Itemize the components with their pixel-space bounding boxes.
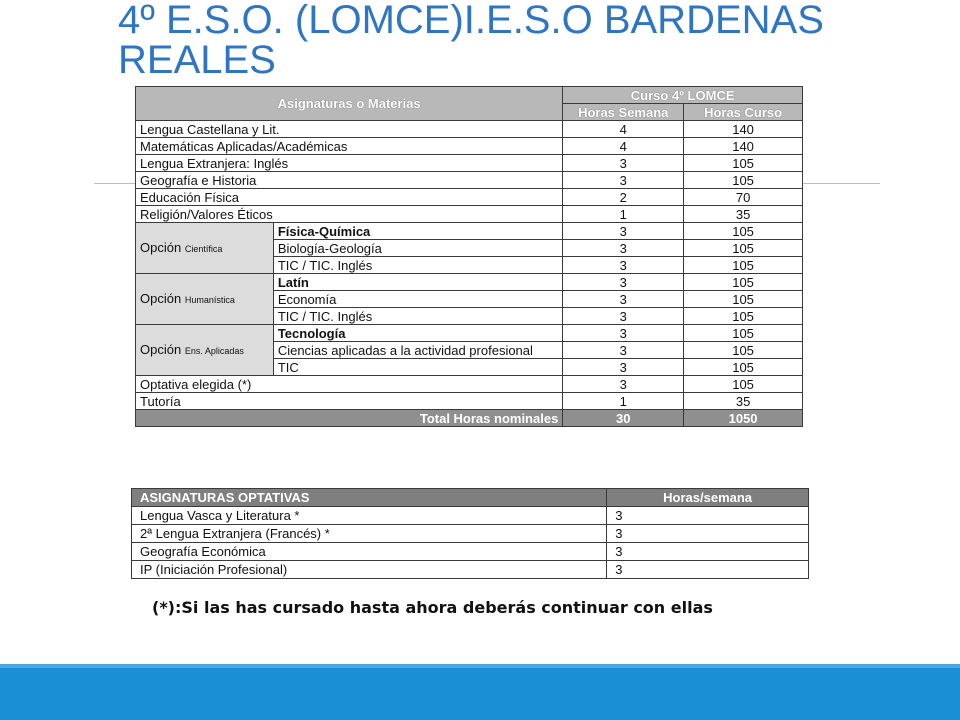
- total-hours-week: 30: [563, 410, 684, 427]
- option-label: Opción: [140, 341, 182, 357]
- subject-name: Tecnología: [273, 325, 563, 342]
- option-sublabel: Científica: [184, 243, 223, 254]
- option-label: Opción: [140, 290, 182, 306]
- optional-subjects-table: [131, 488, 809, 579]
- hours-course: 35: [684, 206, 803, 223]
- total-row: [136, 410, 803, 427]
- subject-name: Matemáticas Aplicadas/Académicas: [136, 138, 563, 155]
- hours-course: 70: [684, 189, 803, 206]
- subject-name: TIC: [273, 359, 563, 376]
- hours-week: 3: [563, 172, 684, 189]
- hours-week: 3: [563, 325, 684, 342]
- table-row: [136, 325, 803, 342]
- hours-course: 105: [684, 155, 803, 172]
- hours-course: 105: [684, 223, 803, 240]
- hours-week: 3: [563, 155, 684, 172]
- hours-week: 2: [563, 189, 684, 206]
- header-course: Curso 4º LOMCE: [563, 87, 803, 104]
- subject-name: Tutoría: [136, 393, 563, 410]
- table-row: [132, 561, 809, 579]
- subject-name: Biología-Geología: [273, 240, 563, 257]
- table-row: [136, 155, 803, 172]
- table-row: [136, 376, 803, 393]
- subjects-table: [135, 86, 803, 427]
- table-row: [136, 172, 803, 189]
- hours-course: 105: [684, 359, 803, 376]
- header-hours-week: Horas Semana: [563, 104, 684, 121]
- total-label: Total Horas nominales: [136, 410, 563, 427]
- hours-week: 3: [563, 291, 684, 308]
- hours-course: 140: [684, 121, 803, 138]
- subject-name: Economía: [273, 291, 563, 308]
- hours-week: 4: [563, 121, 684, 138]
- hours-course: 105: [684, 257, 803, 274]
- optional-hours: 3: [607, 507, 809, 525]
- hours-course: 140: [684, 138, 803, 155]
- subject-name: TIC / TIC. Inglés: [273, 257, 563, 274]
- subject-name: Lengua Castellana y Lit.: [136, 121, 563, 138]
- hours-week: 3: [563, 257, 684, 274]
- hours-course: 105: [684, 274, 803, 291]
- total-hours-course: 1050: [684, 410, 803, 427]
- table-row: [136, 138, 803, 155]
- hours-course: 105: [684, 342, 803, 359]
- header-hours-per-week: Horas/semana: [607, 489, 809, 507]
- option-humanistica-label: [136, 274, 274, 325]
- subject-name: Religión/Valores Éticos: [136, 206, 563, 223]
- hours-week: 3: [563, 223, 684, 240]
- option-aplicadas-label: [136, 325, 274, 376]
- table-row: [136, 206, 803, 223]
- hours-week: 4: [563, 138, 684, 155]
- hours-course: 105: [684, 308, 803, 325]
- optional-hours: 3: [607, 525, 809, 543]
- optional-subject-name: Lengua Vasca y Literatura *: [132, 507, 607, 525]
- table-header-row: [136, 87, 803, 104]
- option-label: Opción: [140, 239, 182, 255]
- subject-name: TIC / TIC. Inglés: [273, 308, 563, 325]
- optional-subject-name: IP (Iniciación Profesional): [132, 561, 607, 579]
- table-row: [132, 507, 809, 525]
- hours-course: 105: [684, 172, 803, 189]
- hours-week: 1: [563, 393, 684, 410]
- option-cientifica-label: [136, 223, 274, 274]
- subject-name: Lengua Extranjera: Inglés: [136, 155, 563, 172]
- table-header-row: [132, 489, 809, 507]
- table-row: [136, 189, 803, 206]
- hours-week: 3: [563, 308, 684, 325]
- hours-week: 3: [563, 359, 684, 376]
- optional-subject-name: Geografía Económica: [132, 543, 607, 561]
- subject-name: Educación Física: [136, 189, 563, 206]
- footer-bar: [0, 664, 960, 720]
- table-row: [136, 393, 803, 410]
- table-row: [136, 274, 803, 291]
- header-subjects: Asignaturas o Materias: [136, 87, 563, 121]
- table-row: [136, 223, 803, 240]
- footer-accent-strip: [0, 664, 960, 668]
- hours-course: 105: [684, 376, 803, 393]
- hours-week: 1: [563, 206, 684, 223]
- subject-name: Física-Química: [273, 223, 563, 240]
- hours-course: 105: [684, 291, 803, 308]
- slide-title: 4º E.S.O. (LOMCE)I.E.S.O BARDENAS REALES: [118, 0, 824, 82]
- subject-name: Latín: [273, 274, 563, 291]
- hours-course: 105: [684, 325, 803, 342]
- optional-hours: 3: [607, 543, 809, 561]
- optional-subject-name: 2ª Lengua Extranjera (Francés) *: [132, 525, 607, 543]
- optional-hours: 3: [607, 561, 809, 579]
- header-optional-subjects: ASIGNATURAS OPTATIVAS: [132, 489, 607, 507]
- table-row: [136, 121, 803, 138]
- subject-name: Geografía e Historia: [136, 172, 563, 189]
- subject-name: Optativa elegida (*): [136, 376, 563, 393]
- option-sublabel: Humanística: [184, 294, 235, 305]
- hours-week: 3: [563, 376, 684, 393]
- hours-week: 3: [563, 274, 684, 291]
- hours-week: 3: [563, 240, 684, 257]
- subject-name: Ciencias aplicadas a la actividad profesional: [273, 342, 563, 359]
- header-hours-course: Horas Curso: [684, 104, 803, 121]
- footnote: (*):Si las has cursado hasta ahora deberás continuar con ellas: [152, 598, 713, 617]
- hours-course: 35: [684, 393, 803, 410]
- option-sublabel: Ens. Aplicadas: [184, 345, 244, 356]
- hours-week: 3: [563, 342, 684, 359]
- table-row: [132, 543, 809, 561]
- hours-course: 105: [684, 240, 803, 257]
- table-row: [132, 525, 809, 543]
